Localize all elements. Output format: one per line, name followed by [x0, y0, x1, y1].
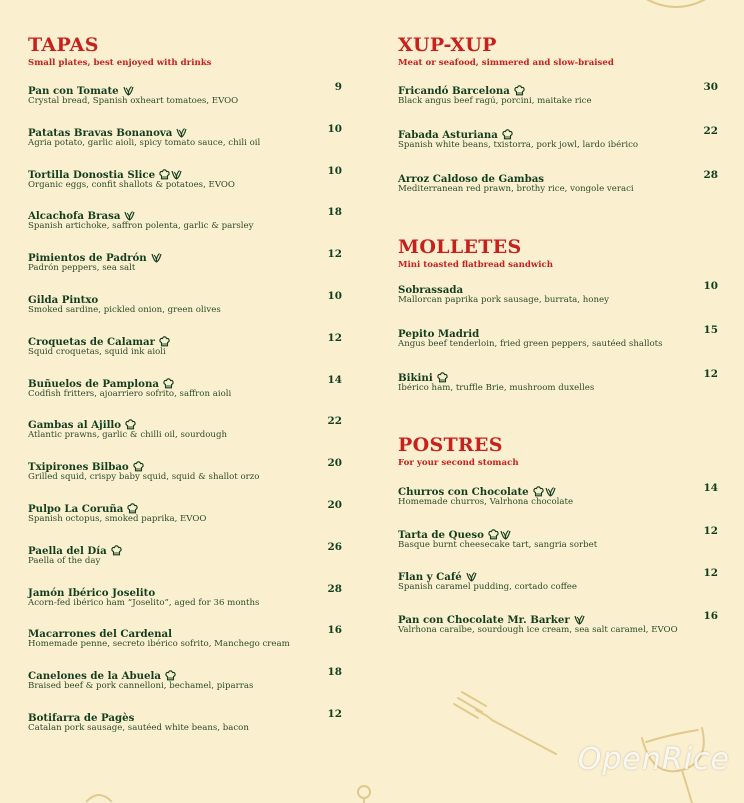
menu-item-header: [28, 288, 342, 304]
menu-item-price: 22: [327, 415, 342, 428]
menu-item: [28, 581, 342, 610]
chef-icon: [514, 81, 526, 100]
menu-item-price: 10: [703, 280, 718, 292]
section-subtitle-xupxup: Meat or seafood, simmered and slow-braised: [398, 58, 614, 68]
menu-item-price: 9: [334, 81, 342, 93]
vegetarian-icon: [574, 610, 586, 629]
vegetarian-icon: [545, 482, 557, 501]
menu-item: [28, 204, 342, 233]
menu-item: [28, 246, 342, 275]
menu-item-header: [28, 163, 342, 179]
fork-illustration: [452, 690, 562, 760]
chef-icon: [533, 482, 545, 501]
menu-item: [398, 278, 718, 307]
chef-icon: [111, 541, 123, 560]
menu-item-price: 14: [703, 482, 718, 494]
menu-item-icons: [127, 499, 139, 518]
menu-item-header: [398, 278, 718, 294]
vegetarian-icon: [500, 525, 512, 544]
menu-item-price: 10: [327, 122, 342, 135]
menu-item-description: Ibérico ham, truffle Brie, mushroom duxelles: [398, 383, 595, 393]
menu-item-header: [398, 167, 718, 183]
menu-item: [28, 79, 342, 108]
menu-item-name: Paella del Día: [28, 544, 107, 557]
menu-item-icons: [123, 81, 135, 100]
corner-illustration: [84, 788, 114, 803]
menu-item-header: [28, 121, 342, 137]
menu-item-icons: [111, 541, 123, 560]
menu-item-description: Agria potato, garlic aioli, spicy tomato sauce, chili oil: [28, 137, 261, 148]
menu-item-price: 28: [327, 582, 342, 595]
menu-item-header: [28, 372, 342, 388]
section-postres: [398, 434, 718, 469]
chef-icon: [159, 332, 171, 351]
menu-item-name: Canelones de la Abuela: [28, 670, 161, 683]
menu-item-description: Catalan pork sausage, sautéed white beans, bacon: [28, 723, 249, 733]
menu-item-icons: [159, 332, 171, 351]
menu-item-name: Tortilla Donostia Slice: [28, 168, 156, 181]
menu-item-name: Fricandó Barcelona: [398, 85, 510, 97]
menu-item-icons: [125, 415, 137, 434]
menu-item: [28, 622, 342, 651]
menu-item-icons: [502, 125, 514, 144]
section-subtitle-tapas: Small plates, best enjoyed with drinks: [28, 58, 212, 68]
menu-item-price: 15: [703, 324, 718, 336]
menu-item-description: Angus beef tenderloin, fried green peppers, sautéed shallots: [398, 339, 663, 349]
menu-item-price: 12: [327, 708, 342, 720]
menu-item-name: Patatas Bravas Bonanova: [28, 126, 173, 139]
menu-item-description: Crystal bread, Spanish oxheart tomatoes, EVOO: [28, 96, 239, 106]
menu-item-price: 16: [327, 624, 342, 637]
menu-item-name: Buñuelos de Pamplona: [28, 377, 159, 390]
menu-item-name: Arroz Caldoso de Gambas: [398, 173, 545, 185]
chef-icon: [127, 499, 139, 518]
menu-item-description: Squid croquetas, squid ink aioli: [28, 346, 166, 357]
menu-item-description: Spanish caramel pudding, cortado coffee: [398, 582, 577, 592]
section-subtitle-molletes: Mini toasted flatbread sandwich: [398, 260, 553, 270]
menu-item: [398, 79, 718, 108]
menu-item: [398, 366, 718, 395]
chef-icon: [133, 457, 145, 476]
menu-item-name: Pepito Madrid: [398, 328, 480, 340]
plate-illustration: [636, 0, 716, 14]
menu-item: [28, 664, 342, 693]
menu-item-description: Padrón peppers, sea salt: [28, 263, 136, 274]
menu-item-header: [28, 539, 342, 555]
menu-item-header: [398, 123, 718, 139]
menu-item: [28, 413, 342, 442]
menu-item-description: Mallorcan paprika pork sausage, burrata, honey: [398, 295, 609, 305]
menu-item: [28, 121, 342, 150]
menu-item-price: 16: [703, 609, 718, 622]
menu-item-header: [28, 455, 342, 474]
chef-icon: [488, 525, 500, 544]
section-subtitle-postres: For your second stomach: [398, 458, 519, 468]
menu-item: [28, 455, 342, 484]
menu-item: [28, 330, 342, 359]
section-title-tapas: TAPAS: [28, 34, 99, 56]
menu-item-description: Acorn-fed ibérico ham “Joselito”, aged for 36 months: [28, 597, 260, 608]
menu-item-description: Atlantic prawns, garlic & chilli oil, sourdough: [28, 430, 227, 441]
menu-item-price: 12: [327, 331, 342, 344]
menu-item-header: [398, 523, 718, 539]
section-title-postres: POSTRES: [398, 434, 503, 456]
menu-item-icons: [124, 206, 136, 225]
menu-item-name: Tarta de Queso: [398, 528, 484, 541]
menu-item: [398, 123, 718, 152]
menu-item-header: [398, 480, 718, 496]
menu-item-icons: [176, 123, 188, 142]
menu-item-header: [398, 608, 718, 624]
section-title-molletes: MOLLETES: [398, 236, 522, 258]
vegetarian-icon: [124, 206, 136, 225]
menu-item-icons: [466, 567, 478, 586]
menu-item-icons: [133, 457, 145, 476]
vegetarian-icon: [171, 165, 183, 184]
menu-item-price: 20: [327, 499, 342, 511]
menu-item-name: Flan y Café: [398, 571, 462, 583]
menu-item-name: Pimientos de Padrón: [28, 252, 147, 265]
menu-item-icons: [165, 666, 177, 685]
section-xupxup: [398, 34, 718, 69]
menu-item: [398, 480, 718, 509]
menu-item-header: [398, 322, 718, 338]
menu-item-icons: [159, 165, 183, 184]
menu-item-name: Fabada Asturiana: [398, 129, 498, 141]
section-molletes: [398, 236, 718, 271]
menu-item-icons: [163, 374, 175, 393]
menu-item: [398, 565, 718, 594]
menu-item: [398, 322, 718, 351]
menu-item-header: [28, 497, 342, 513]
menu-item-name: Pan con Chocolate Mr. Barker: [398, 613, 570, 626]
menu-item-icons: [437, 368, 449, 387]
menu-item: [28, 706, 342, 735]
menu-item-description: Mediterranean red prawn, brothy rice, vongole veraci: [398, 184, 634, 194]
menu-item-name: Txipirones Bilbao: [28, 461, 129, 474]
menu-item-description: Grilled squid, crispy baby squid, squid & shallot orzo: [28, 472, 260, 483]
vegetarian-icon: [466, 567, 478, 586]
watermark-logo: OpenRice: [577, 742, 730, 777]
menu-item-description: Organic eggs, confit shallots & potatoes, EVOO: [28, 179, 235, 190]
menu-item-description: Smoked sardine, pickled onion, green olives: [28, 305, 221, 315]
vegetarian-icon: [123, 81, 135, 100]
menu-item-header: [28, 79, 342, 95]
menu-item-icons: [151, 248, 163, 267]
menu-item-price: 14: [327, 373, 342, 386]
menu-item-price: 26: [327, 540, 342, 553]
menu-item: [398, 167, 718, 196]
chef-icon: [437, 368, 449, 387]
menu-item-price: 22: [703, 125, 718, 137]
menu-item-header: [28, 204, 342, 223]
menu-item-description: Valrhona caraïbe, sourdough ice cream, sea salt caramel, EVOO: [398, 624, 678, 635]
menu-item-header: [28, 581, 342, 597]
menu-item-header: [398, 79, 718, 95]
menu-item: [28, 163, 342, 192]
chef-icon: [159, 165, 171, 184]
section-tapas: [28, 34, 342, 69]
menu-item-name: Pan con Tomate: [28, 85, 119, 97]
menu-item-price: 12: [327, 248, 342, 261]
menu-item-price: 28: [703, 169, 718, 181]
sprig-illustration: [344, 780, 384, 803]
menu-item-description: Homemade penne, secreto ibérico sofrito, Manchego cream: [28, 639, 290, 650]
chef-icon: [163, 374, 175, 393]
menu-item-price: 12: [703, 567, 718, 579]
menu-item-description: Basque burnt cheesecake tart, sangria sorbet: [398, 539, 598, 550]
chef-icon: [502, 125, 514, 144]
menu-item-price: 20: [327, 457, 342, 470]
menu-item-header: [28, 246, 342, 265]
menu-item-price: 10: [327, 290, 342, 302]
menu-item: [28, 288, 342, 317]
menu-item-price: 12: [703, 524, 718, 537]
menu-item-name: Macarrones del Cardenal: [28, 628, 172, 641]
menu-item-header: [28, 706, 342, 722]
menu-item-header: [398, 366, 718, 382]
menu-item: [28, 539, 342, 568]
menu-item-name: Gambas al Ajillo: [28, 419, 122, 432]
menu-item-price: 10: [327, 164, 342, 177]
menu-item-name: Bikini: [398, 372, 433, 384]
menu-item-icons: [574, 610, 586, 629]
menu-item-price: 12: [703, 368, 718, 380]
menu-item-price: 18: [327, 666, 342, 679]
menu-item-header: [28, 664, 342, 683]
menu-item-header: [28, 622, 342, 641]
menu-item-description: Braised beef & pork cannelloni, bechamel, piparras: [28, 681, 254, 692]
menu-item-name: Pulpo La Coruña: [28, 503, 124, 515]
menu-item-price: 18: [327, 206, 342, 219]
menu-item-description: Paella of the day: [28, 555, 101, 566]
menu-item-name: Jamón Ibérico Joselito: [28, 586, 156, 599]
menu-item-name: Botifarra de Pagès: [28, 712, 135, 724]
chef-icon: [125, 415, 137, 434]
menu-item-description: Homemade churros, Valrhona chocolate: [398, 497, 574, 507]
menu-item: [28, 372, 342, 401]
menu-item: [28, 497, 342, 526]
menu-item-description: Spanish white beans, txistorra, pork jowl, lardo ibérico: [398, 140, 639, 150]
menu-item-name: Sobrassada: [398, 284, 464, 296]
menu-item-header: [28, 413, 342, 432]
menu-item-icons: [488, 525, 512, 544]
menu-item-name: Churros con Chocolate: [398, 486, 529, 498]
menu-item-name: Alcachofa Brasa: [28, 210, 121, 223]
menu-item-name: Gilda Pintxo: [28, 294, 99, 306]
menu-item-icons: [533, 482, 557, 501]
menu-item-description: Codfish fritters, ajoarriero sofrito, saffron aioli: [28, 388, 232, 399]
menu-item-header: [398, 565, 718, 581]
menu-item-description: Spanish artichoke, saffron polenta, garlic & parsley: [28, 221, 254, 232]
menu-item: [398, 608, 718, 637]
menu-item-icons: [514, 81, 526, 100]
menu-item-description: Spanish octopus, smoked paprika, EVOO: [28, 514, 207, 524]
menu-item: [398, 523, 718, 552]
menu-item-description: Black angus beef ragú, porcini, maitake rice: [398, 96, 592, 106]
vegetarian-icon: [151, 248, 163, 267]
menu-item-name: Croquetas de Calamar: [28, 335, 155, 348]
menu-item-price: 30: [703, 81, 718, 93]
chef-icon: [165, 666, 177, 685]
vegetarian-icon: [176, 123, 188, 142]
section-title-xupxup: XUP-XUP: [398, 34, 497, 56]
menu-item-header: [28, 330, 342, 346]
